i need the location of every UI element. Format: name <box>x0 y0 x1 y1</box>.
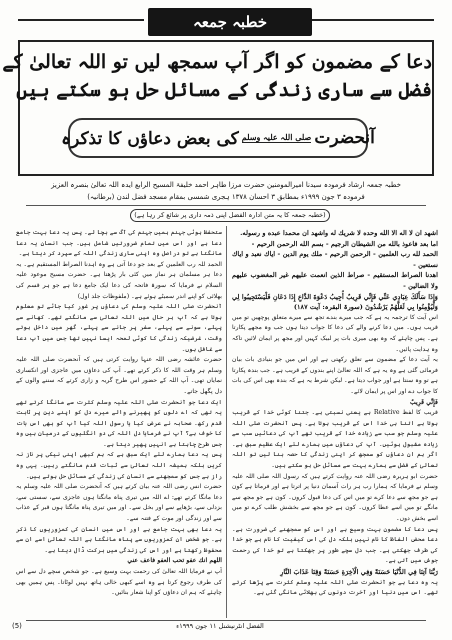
banner-title: خطبہ جمعہ <box>192 13 268 31</box>
paragraph: ایک دعا جو آنحضرت صلی اللہ علیہ وسلم کثرت سے مانگا کرتے تھے یہ تھی کہ اے دلوں کو پھیرنے والے میرے دل کو اپنے دین پر ثابت قدم رکھ۔ صحابہ نے عرض کیا یا رسول اللہ کیا آپ کو بھی اس بات کا خوف ہے؟ آپ نے فرمایا دل اللہ کی دو انگلیوں کے درمیان ہیں وہ جس طرح چاہتا ہے انہیں پھیر دیتا ہے۔ <box>16 398 222 448</box>
paragraph: ستحفظ ہوئی جہنم ہمیں جہنم کی آگ سے بچا لے۔ پس یہ دعا بہت جامع دعا ہے اور اس میں تمام ضرورتیں شامل ہیں۔ جب انسان یہ دعا مانگتا ہے تو دراصل وہ اپنی ساری زندگی اللہ کے سپرد کر دیتا ہے۔ <box>16 229 222 258</box>
paragraph: پس دعا کا مضمون بہت وسیع ہے اور اس کو سمجھنے کی ضرورت ہے۔ دعا محض الفاظ کا نام نہیں بلکہ دل کی اس کیفیت کا نام ہے جو خدا کی طرف جھکتی ہے۔ جب دل سچے طور پر جھکتا ہے تو خدا کی رحمت جوش میں آتی ہے۔ <box>232 525 438 565</box>
newspaper-page <box>2 8 442 632</box>
right-column <box>232 228 438 614</box>
arabic-verse: اما بعد فاعوذ بالله من الشيطان الرجيم - بسم الله الرحمن الرحيم - <box>251 239 438 248</box>
headline-line-1: دعا کے مضمون کو اگر آپ سمجھ لیں تو اللہ تعالیٰ کے <box>2 51 432 73</box>
page-number: (5) <box>12 622 22 630</box>
banner-rule-left <box>18 19 144 21</box>
arabic-verse: وَإِذَا سَأَلَكَ عِبَادِي عَنِّي فَإِنِّي قَرِيبٌ أُجِيبُ دَعْوَةَ الدَّاعِ إِذَا دَعَانِ فَلْيَسْتَجِيبُوا لِي وَلْيُؤْمِنُوا بِي لَعَلَّهُمْ يَرْشُدُونَ (سورۃ البقرہ: آیت ۱۸۷) <box>232 292 438 312</box>
arabic-verse: رَبَّنَا آتِنَا فِي الدُّنْيَا حَسَنَةً وَفِي الْآخِرَةِ حَسَنَةً وَقِنَا عَذَابَ النَّارِ <box>280 568 438 576</box>
sermon-info-line-1: خطبہ جمعہ ارشاد فرمودہ سیدنا امیرالمومنین حضرت مرزا طاہر احمد خلیفۃ المسیح الرابع ایدہ اللہ تعالیٰ بنصرہ العزیز <box>51 181 401 189</box>
paragraph: آنحضرت صلی اللہ علیہ وسلم کی دعاؤں پر غور کیا جائے تو معلوم ہوتا ہے کہ آپ ہر حال میں اللہ تعالیٰ سے مانگتے تھے۔ کھانے سے پہلے، سونے سے پہلے، سفر پر جانے سے پہلے، گھر میں داخل ہوتے وقت، غرضیکہ زندگی کا کوئی لمحہ ایسا نہیں تھا جس میں آپ دعا سے غافل ہوں۔ <box>16 303 222 353</box>
left-column <box>16 228 222 614</box>
paragraph: اس آیت کا ترجمہ یہ ہے کہ جب میرے بندے تجھ سے میرے متعلق پوچھیں تو میں قریب ہوں۔ میں دعا کرنے والے کی دعا کا جواب دیتا ہوں جب وہ مجھے پکارتا ہے۔ پس چاہئے کہ وہ بھی میری بات پر لبیک کہیں اور مجھ پر ایمان لائیں تاکہ وہ ہدایت پائیں۔ <box>232 313 438 353</box>
sermon-info-line-2: فرمودہ ۳ جون ۱۹۹۹ء بمطابق ۳ احسان ۱۳۷۸ ہجری شمسی بمقام مسجد فضل لندن (برطانیہ) <box>87 193 365 201</box>
subheadline-box <box>61 118 375 158</box>
banner-rule-right <box>312 19 434 21</box>
paragraph: الحمد للہ رب العلمین کے بعد جو دعا آتی ہے وہ اہدنا الصراط المستقیم ہے۔ یہ دعا ہر مسلمان ہر نماز میں کئی بار پڑھتا ہے۔ حضرت مسیح موعود علیہ السلام نے فرمایا کہ سورۃ فاتحہ کی دعا ایک جامع دعا ہے جو ہر قسم کی بھلائی کو اپنے اندر سمیٹے ہوئے ہے۔ (ملفوظات جلد اول) <box>16 260 222 300</box>
subheadline-start: آنحضرت <box>314 128 375 148</box>
paragraph: حضرت ابو ہریرہ رضی اللہ عنہ روایت کرتے ہیں کہ رسول اللہ صلی اللہ علیہ وسلم نے فرمایا کہ ہمارا رب ہر رات آسمان دنیا پر اترتا ہے اور فرماتا ہے کون ہے جو مجھ سے دعا کرے تو میں اس کی دعا قبول کروں۔ کون ہے جو مجھ سے مانگے تو میں اسے عطا کروں۔ کون ہے جو مجھ سے بخشش طلب کرے تو میں اسے بخش دوں۔ <box>232 472 438 523</box>
paragraph: پس یہ دعا ہمارے لئے ایک سبق ہے کہ ہم کبھی اپنی نیکی پر ناز نہ کریں بلکہ ہمیشہ اللہ تعالیٰ سے ثبات قدم مانگتے رہیں۔ یہی وہ راز ہے جس کو سمجھنے سے انسان کی زندگی کے مسائل حل ہوتے ہیں۔ <box>16 451 222 480</box>
paragraph: حضرت انس رضی اللہ عنہ بیان کرتے ہیں کہ آنحضرت صلی اللہ علیہ وسلم یہ دعا مانگا کرتے تھے: اے اللہ میں تیری پناہ مانگتا ہوں عاجزی سے، سستی سے، بزدلی سے، بڑھاپے سے اور بخل سے۔ اور میں تیری پناہ مانگتا ہوں قبر کے عذاب سے اور زندگی اور موت کے فتنہ سے۔ <box>16 483 222 523</box>
subheadline-end: کی بعض دعاؤں کا تذکرہ <box>61 128 239 149</box>
arabic-verse: الحمد لله رب العلمين - الرحمن الرحيم - ملك يوم الدين - اياك نعبد و اياك نستعين - <box>232 250 438 269</box>
paragraph: قریب کا لفظ Relative ہے یعنی نسبتی ہے۔ جتنا کوئی خدا کے قریب ہوتا ہے اتنا ہی خدا اس کے قریب ہوتا ہے۔ پس آنحضرت صلی اللہ علیہ وسلم جو سب سے زیادہ خدا کے قریب تھے آپ کی دعائیں سب سے زیادہ مقبول ہوئیں۔ آپ کی دعاؤں میں ہمارے لئے ایک عظیم سبق ہے۔ اگر ہم ان دعاؤں کو سمجھ کر اپنی زندگی کا حصہ بنا لیں تو اللہ تعالیٰ کے فضل سے ہمارے بہت سے مسائل حل ہو سکتے ہیں۔ <box>232 409 438 470</box>
arabic-verse: اهدنا الصراط المستقيم - صراط الذين انعمت عليهم غير المغضوب عليهم ولا الضالين - <box>232 271 438 290</box>
paragraph: یہ وہ دعا ہے جو آنحضرت صلی اللہ علیہ وسلم کثرت سے پڑھا کرتے تھے۔ اس میں دنیا اور آخرت دونوں کی بھلائی مانگی گئی ہے۔ <box>232 578 438 597</box>
arabic-verse: اشهد ان لا اله الا الله وحده لا شريك له واشهد ان محمدا عبده و رسوله. <box>240 229 438 237</box>
section-banner <box>148 8 312 36</box>
info-divider <box>26 205 426 206</box>
paragraph: یہ دعا بھی بہت جامع ہے اور اس میں انسان کی کمزوریوں کا ذکر ہے۔ جو شخص ان کمزوریوں سے پناہ مانگتا ہے اللہ تعالیٰ اسے ان سے محفوظ رکھتا ہے اور اس کی زندگی میں برکت ڈال دیتا ہے۔ <box>16 525 222 554</box>
publication-note: (خطبہ جمعہ کا یہ متن ادارہ الفضل اپنی ذمہ داری پر شائع کر رہا ہے) <box>130 209 330 222</box>
paragraph: یہ آیت دعا کے مضمون سے تعلق رکھتی ہے اور اس میں جو بنیادی بات بیان فرمائی گئی ہے وہ یہ ہے کہ اللہ تعالیٰ اپنے بندوں کے قریب ہے۔ جب بندہ پکارتا ہے تو وہ سنتا ہے اور جواب دیتا ہے۔ لیکن شرط یہ ہے کہ بندہ بھی اس کی بات کا جواب دے اور اس پر ایمان لائے۔ <box>232 356 438 395</box>
highlighted-phrase: اللهم انك عفو تحب العفو فاعف عني <box>127 557 222 565</box>
paragraph: آپ نے فرمایا اللہ تعالیٰ کی رحمت بہت وسیع ہے۔ جو شخص سچے دل سے اس کی طرف رجوع کرتا ہے وہ اسے کبھی خالی ہاتھ نہیں لوٹاتا۔ پس ہمیں بھی چاہئے کہ ہم ان دعاؤں کو اپنا شعار بنائیں۔ <box>16 568 222 597</box>
highlighted-phrase: فَإِنِّي قَرِيبٌ <box>409 398 438 406</box>
column-divider <box>226 226 227 618</box>
footer-citation: الفضل انٹرنیشنل ۱۱ جون ۱۹۹۹ء <box>176 622 264 630</box>
headline-line-2: فضل سے ساری زندگی کے مسائل حل ہو سکتے ہیں <box>16 79 432 101</box>
paragraph: حضرت عائشہ رضی اللہ عنہا روایت کرتی ہیں کہ آنحضرت صلی اللہ علیہ وسلم ہر وقت اللہ کا ذکر کرتے تھے۔ آپ کی دعاؤں میں عاجزی اور انکساری نمایاں تھی۔ آپ اللہ کے حضور اس طرح گریہ و زاری کرتے کہ سننے والوں کے دل پگھل جاتے۔ <box>16 356 222 395</box>
honorific-mark: صلی اللہ علیہ وسلم <box>241 132 312 142</box>
